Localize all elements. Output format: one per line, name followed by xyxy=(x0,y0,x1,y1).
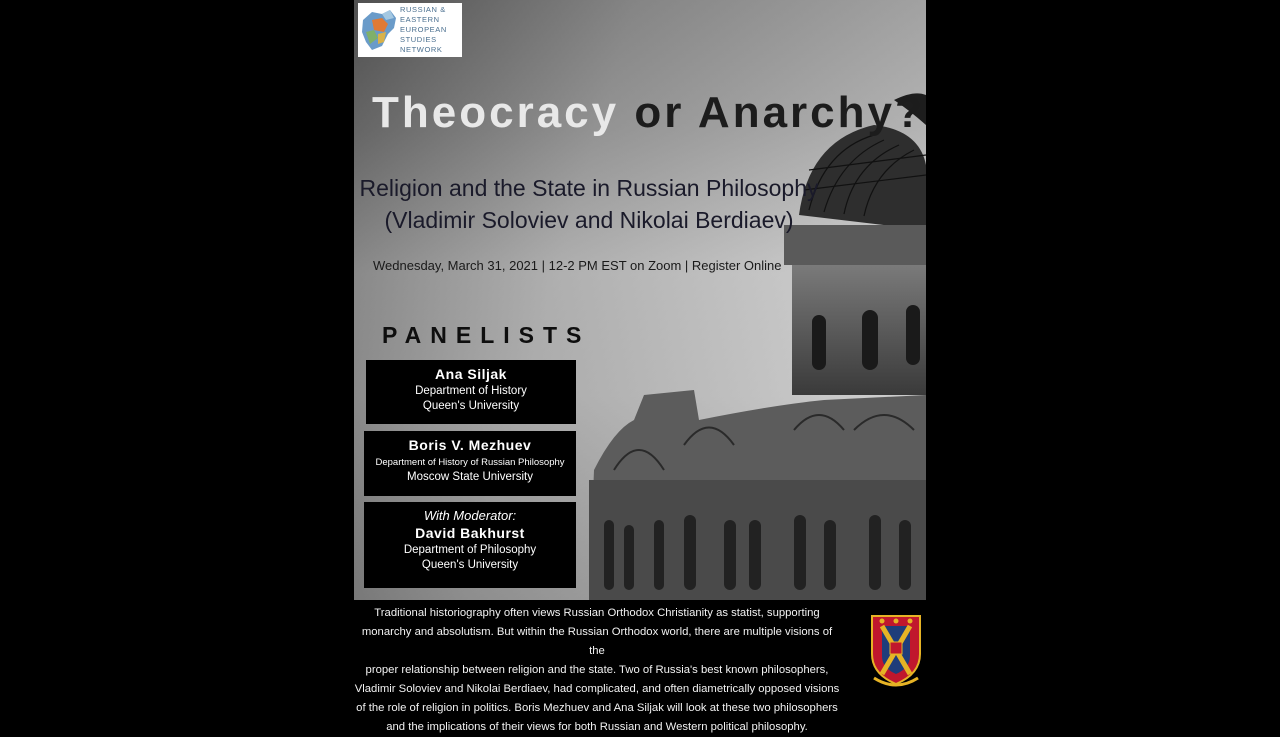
panelist-card xyxy=(366,360,576,424)
logo-text-line: EUROPEAN xyxy=(400,25,447,34)
logo-text-line: EASTERN xyxy=(400,15,440,24)
moderator-card xyxy=(364,502,576,588)
moderator-label: With Moderator: xyxy=(423,508,517,523)
event-poster xyxy=(354,0,926,733)
map-logo-icon xyxy=(360,6,398,54)
panelist-department: Department of History of Russian Philosophy xyxy=(375,457,565,468)
panelist-name: Boris V. Mezhuev xyxy=(408,437,532,453)
subtitle-line-2: (Vladimir Soloviev and Nikolai Berdiaev) xyxy=(384,207,794,233)
moderator-department: Department of Philosophy xyxy=(403,544,537,556)
event-title xyxy=(372,88,925,138)
logo-text-line: RUSSIAN & xyxy=(400,5,446,14)
description-line: and the implications of their views for both Russian and Western political philosophy. xyxy=(386,721,808,733)
event-description xyxy=(354,604,840,737)
logo-text-line: STUDIES xyxy=(400,35,437,44)
panelist-card xyxy=(364,431,576,496)
panelists-heading: PANELISTS xyxy=(382,322,591,348)
panelist-organization: Moscow State University xyxy=(407,471,533,483)
panelist-organization: Queen's University xyxy=(422,400,520,412)
event-date-info: Wednesday, March 31, 2021 | 12-2 PM EST on Zoom | Register Online xyxy=(373,258,782,273)
moderator-organization: Queen's University xyxy=(421,559,519,571)
panelist-name: Ana Siljak xyxy=(435,366,507,382)
panelist-department: Department of History xyxy=(415,385,527,397)
logo-text-line: NETWORK xyxy=(400,45,443,54)
subtitle-line-1: Religion and the State in Russian Philosophy xyxy=(359,175,819,201)
studies-network-logo xyxy=(358,3,462,57)
description-line: proper relationship between religion and the state. Two of Russia's best known philosophers, xyxy=(365,664,829,676)
title-part-1: Theocracy xyxy=(372,88,620,137)
description-line: Vladimir Soloviev and Nikolai Berdiaev, had complicated, and often diametrically opposed visions xyxy=(354,683,840,695)
description-line: Traditional historiography often views Russian Orthodox Christianity as statist, supporting xyxy=(374,607,820,619)
description-line: of the role of religion in politics. Boris Mezhuev and Ana Siljak will look at these two philosophers xyxy=(356,702,838,714)
description-line: monarchy and absolutism. But within the Russian Orthodox world, there are multiple visions of the xyxy=(361,626,833,657)
title-part-2: or Anarchy? xyxy=(619,88,925,137)
event-subtitle xyxy=(354,172,824,236)
moderator-name: David Bakhurst xyxy=(415,525,525,541)
university-crest-icon xyxy=(868,612,924,688)
